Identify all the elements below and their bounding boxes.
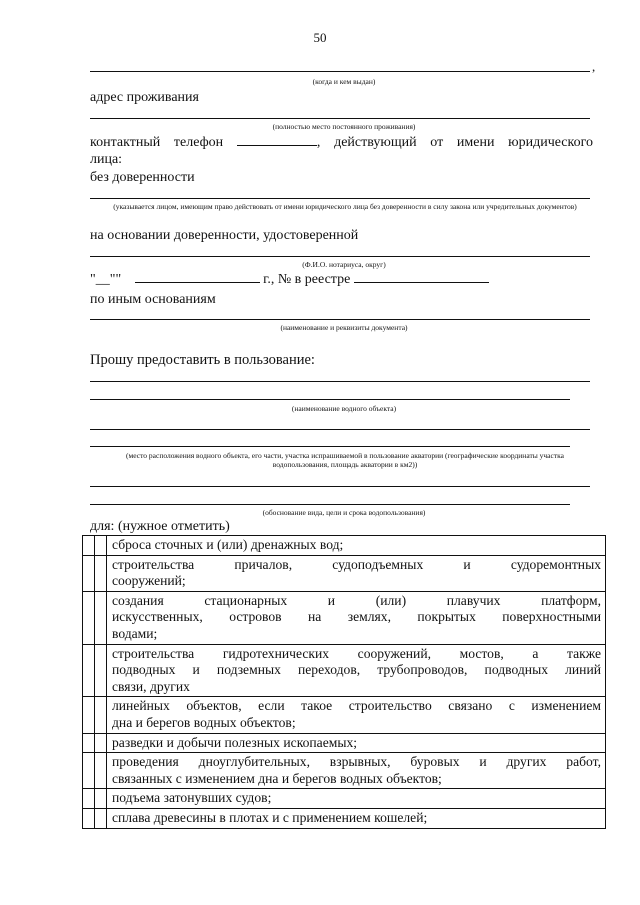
option-label-line: водами; <box>112 625 158 641</box>
option-row <box>83 733 606 753</box>
phone-field[interactable] <box>237 133 317 146</box>
purpose-line-1[interactable] <box>90 486 590 487</box>
option-mark-cell[interactable] <box>95 789 107 809</box>
option-row <box>83 697 606 733</box>
address-label: адрес проживания <box>90 90 199 105</box>
option-checkbox[interactable] <box>83 555 95 591</box>
option-mark-cell[interactable] <box>95 644 107 697</box>
location-line-1[interactable] <box>90 429 590 430</box>
option-checkbox[interactable] <box>83 808 95 828</box>
option-label-line: проведения дноуглубительных, взрывных, буровых и других работ, <box>112 754 601 770</box>
proxy-date-open: "__" <box>90 272 116 287</box>
option-row <box>83 808 606 828</box>
option-label-line: сброса сточных и (или) дренажных вод; <box>112 537 344 552</box>
option-label-line: искусственных, островов на землях, покрытых поверхностными <box>112 609 601 625</box>
option-checkbox[interactable] <box>83 753 95 789</box>
option-label-line: подъема затонувших судов; <box>112 790 272 806</box>
option-label-line: разведки и добычи полезных ископаемых; <box>112 734 358 750</box>
no-proxy-line[interactable] <box>90 198 590 199</box>
option-label <box>107 733 606 753</box>
option-label <box>107 808 606 828</box>
option-mark-cell[interactable] <box>95 591 107 644</box>
proxy-year-reg: г., № в реестре <box>263 272 351 287</box>
phone-cont: лица: <box>90 152 123 167</box>
address-line[interactable] <box>90 118 590 119</box>
option-label-line: линейных объектов, если такое строительство связано с изменением <box>112 698 601 714</box>
option-mark-cell[interactable] <box>95 753 107 789</box>
option-label <box>107 555 606 591</box>
proxy-line[interactable] <box>90 256 590 257</box>
option-label-line: сплава древесины в плотах и с применением кошелей; <box>112 809 428 825</box>
page-number: 50 <box>313 30 327 45</box>
option-checkbox[interactable] <box>83 536 95 556</box>
object-line-1[interactable] <box>90 381 590 382</box>
option-mark-cell[interactable] <box>95 697 107 733</box>
option-checkbox[interactable] <box>83 644 95 697</box>
issued-comma: , <box>592 59 596 74</box>
phone-row <box>90 133 593 151</box>
issued-caption: (когда и кем выдан) <box>312 77 376 86</box>
option-row <box>83 753 606 789</box>
proxy-date-row <box>90 270 489 288</box>
option-label-line: строительства причалов, судоподъемных и судоремонтных <box>112 556 601 572</box>
other-label: по иным основаниям <box>90 292 216 307</box>
object-caption: (наименование водного объекта) <box>291 404 397 413</box>
phone-label: контактный телефон <box>90 135 224 150</box>
purpose-caption: (обоснование вида, цели и срока водопользования) <box>262 508 426 517</box>
option-row <box>83 644 606 697</box>
for-label: для: (нужное отметить) <box>90 519 230 534</box>
option-label <box>107 697 606 733</box>
no-proxy-label: без доверенности <box>90 170 195 185</box>
option-label <box>107 644 606 697</box>
object-line-2[interactable] <box>90 399 570 400</box>
proxy-caption: (Ф.И.О. нотариуса, округ) <box>302 260 386 269</box>
phone-rest: , действующий от имени юридического <box>316 135 594 150</box>
option-row <box>83 536 606 556</box>
option-row <box>83 789 606 809</box>
option-mark-cell[interactable] <box>95 808 107 828</box>
option-row <box>83 555 606 591</box>
option-checkbox[interactable] <box>83 733 95 753</box>
option-label <box>107 789 606 809</box>
option-mark-cell[interactable] <box>95 536 107 556</box>
option-label-line: создания стационарных и (или) плавучих платформ, <box>112 592 601 608</box>
proxy-label: на основании доверенности, удостоверенной <box>90 228 359 243</box>
option-label <box>107 753 606 789</box>
location-line-2[interactable] <box>90 446 570 447</box>
option-checkbox[interactable] <box>83 789 95 809</box>
option-label-line: подводных и подземных переходов, трубопроводов, подводных линий <box>112 662 601 678</box>
option-checkbox[interactable] <box>83 591 95 644</box>
other-line[interactable] <box>90 319 590 320</box>
option-checkbox[interactable] <box>83 697 95 733</box>
proxy-date-field[interactable] <box>135 270 260 283</box>
option-label-line: связанных с изменением дна и берегов водных объектов; <box>112 770 442 786</box>
issued-line[interactable] <box>90 71 590 72</box>
no-proxy-caption: (указывается лицом, имеющим право действовать от имени юридического лица без доверенности в силу закона или учредительных документов) <box>113 202 577 211</box>
purpose-line-2[interactable] <box>90 504 570 505</box>
location-caption: (место расположения водного объекта, его части, участка испрашиваемой в пользование акватории (географические координаты участка водопользования, площадь акватории в км2)) <box>126 451 564 469</box>
option-mark-cell[interactable] <box>95 555 107 591</box>
address-caption: (полностью место постоянного проживания) <box>272 122 416 131</box>
request-label: Прошу предоставить в пользование: <box>90 352 315 368</box>
option-label <box>107 591 606 644</box>
proxy-registry-field[interactable] <box>354 270 489 283</box>
other-caption: (наименование и реквизиты документа) <box>280 323 408 332</box>
option-label <box>107 536 606 556</box>
option-label-line: связи, других <box>112 678 190 694</box>
option-row <box>83 591 606 644</box>
options-table <box>82 535 606 829</box>
option-label-line: дна и берегов водных объектов; <box>112 714 296 730</box>
option-label-line: строительства гидротехнических сооружений, мостов, а также <box>112 645 601 661</box>
option-label-line: сооружений; <box>112 573 186 589</box>
option-mark-cell[interactable] <box>95 733 107 753</box>
proxy-date-close: " <box>115 272 122 287</box>
